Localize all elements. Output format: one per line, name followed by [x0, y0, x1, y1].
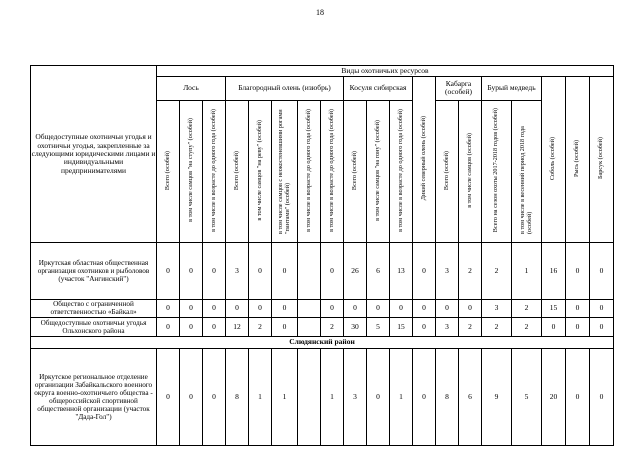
row-header-label: Общедоступные охотничьи угодья и охотничьи угодья, закрепленные за следующими юридическими лицами и индивидуальными предпринимателями	[31, 66, 157, 243]
row-label: Иркутская областная общественная организация охотников и рыболовов (участок "Ангинский")	[31, 243, 157, 299]
value-cell: 0	[203, 348, 226, 445]
value-cell: 3	[436, 318, 459, 337]
value-cell: 8	[226, 348, 249, 445]
value-cell: 5	[512, 348, 542, 445]
group-header-label: Рысь (особей)	[573, 139, 581, 177]
value-cell: 1	[390, 348, 413, 445]
subheader-cell	[180, 100, 203, 243]
subheader-cell	[203, 100, 226, 243]
value-cell: 15	[542, 299, 566, 318]
value-cell: 0	[249, 299, 272, 318]
value-cell: 0	[566, 299, 590, 318]
value-cell: 30	[344, 318, 367, 337]
row-label: Иркутское региональное отделение организации Забайкальского военного округа военно-охотничьего общества - общероссийской спортивной общественной организации (участок "Дада-Гол")	[31, 348, 157, 445]
group-header: Косуля сибирская	[344, 76, 413, 100]
value-cell: 0	[272, 299, 298, 318]
subheader-label: в том числе в возрасте до одного года (особей)	[209, 108, 217, 232]
value-cell	[298, 299, 321, 318]
subheader-label: Всего (особей)	[232, 150, 240, 190]
value-cell: 0	[413, 348, 436, 445]
group-header	[590, 76, 614, 243]
value-cell	[298, 318, 321, 337]
value-cell: 15	[390, 318, 413, 337]
value-cell: 0	[321, 243, 344, 299]
subheader-cell	[482, 100, 512, 243]
subheader-label: в том числе в возрасте до одного года (особей)	[396, 108, 404, 232]
value-cell: 0	[203, 299, 226, 318]
subheader-label: Всего (особей)	[442, 150, 450, 190]
value-cell: 2	[482, 318, 512, 337]
value-cell: 2	[459, 318, 482, 337]
subheader-label: Всего на сезон охоты 2017-2018 годов (особей)	[492, 107, 500, 233]
value-cell: 0	[157, 243, 180, 299]
value-cell: 20	[542, 348, 566, 445]
value-cell: 0	[157, 318, 180, 337]
value-cell: 0	[157, 348, 180, 445]
value-cell: 2	[482, 243, 512, 299]
table-row	[31, 243, 614, 299]
value-cell: 2	[512, 299, 542, 318]
value-cell: 5	[367, 318, 390, 337]
value-cell: 0	[566, 318, 590, 337]
group-header: Благородный олень (изюбрь)	[226, 76, 344, 100]
value-cell: 0	[590, 348, 614, 445]
value-cell: 3	[482, 299, 512, 318]
group-header-label: Дикий северный олень (особей)	[419, 116, 427, 201]
subheader-label: в том числе в весенний период 2018 года (особей)	[518, 126, 533, 235]
value-cell: 1	[272, 348, 298, 445]
value-cell: 3	[344, 348, 367, 445]
value-cell: 0	[249, 243, 272, 299]
subheader-label: Всего (особей)	[350, 150, 358, 190]
value-cell: 0	[413, 243, 436, 299]
value-cell: 0	[180, 299, 203, 318]
group-header	[542, 76, 566, 243]
section-row	[31, 336, 614, 348]
value-cell: 0	[344, 299, 367, 318]
group-header	[413, 76, 436, 243]
value-cell: 0	[180, 348, 203, 445]
value-cell: 0	[436, 299, 459, 318]
value-cell	[298, 348, 321, 445]
table-row	[31, 299, 614, 318]
value-cell: 0	[367, 348, 390, 445]
subheader-cell	[226, 100, 249, 243]
value-cell: 1	[321, 348, 344, 445]
value-cell	[298, 243, 321, 299]
group-header-label: Соболь (особей)	[549, 136, 557, 180]
group-header: Лось	[157, 76, 226, 100]
row-label: Общедоступные охотничьи угодья Ольхонского района	[31, 318, 157, 337]
value-cell: 0	[413, 299, 436, 318]
subheader-label: в том числе в возрасте до одного года (особей)	[327, 108, 335, 232]
value-cell: 8	[436, 348, 459, 445]
subheader-cell	[436, 100, 459, 243]
value-cell: 0	[590, 243, 614, 299]
value-cell: 0	[413, 318, 436, 337]
subheader-cell	[249, 100, 272, 243]
subheader-label: в том числе самцов с неокостеневшими рогами "пантами" (особей)	[276, 109, 291, 235]
value-cell: 0	[272, 243, 298, 299]
value-cell: 26	[344, 243, 367, 299]
subheader-cell	[367, 100, 390, 243]
subheader-cell	[272, 100, 298, 243]
subheader-cell	[157, 100, 180, 243]
value-cell: 2	[249, 318, 272, 337]
subheader-cell	[512, 100, 542, 243]
value-cell: 13	[390, 243, 413, 299]
value-cell: 0	[590, 299, 614, 318]
value-cell: 0	[157, 299, 180, 318]
value-cell: 3	[226, 243, 249, 299]
value-cell: 0	[390, 299, 413, 318]
value-cell: 0	[180, 318, 203, 337]
value-cell: 2	[459, 243, 482, 299]
subheader-cell	[344, 100, 367, 243]
row-label: Общество с ограниченной ответственностью «Байкал»	[31, 299, 157, 318]
value-cell: 3	[436, 243, 459, 299]
subheader-cell	[321, 100, 344, 243]
subheader-cell	[459, 100, 482, 243]
value-cell: 0	[272, 318, 298, 337]
table-row	[31, 348, 614, 445]
subheader-cell	[298, 100, 321, 243]
subheader-label: в том числе в возрасте до одного года (особей)	[304, 108, 312, 232]
value-cell: 6	[367, 243, 390, 299]
subheader-label: в том числе самцов "на гону" (особей)	[373, 119, 381, 221]
subheader-label: в том числе самцов "на реву" (особей)	[255, 119, 263, 221]
page-number: 18	[316, 8, 324, 17]
value-cell: 0	[203, 318, 226, 337]
value-cell: 12	[226, 318, 249, 337]
value-cell: 0	[542, 318, 566, 337]
value-cell: 0	[566, 348, 590, 445]
value-cell: 9	[482, 348, 512, 445]
value-cell: 0	[180, 243, 203, 299]
value-cell: 16	[542, 243, 566, 299]
subheader-label: Всего (особей)	[163, 150, 171, 190]
table-row	[31, 318, 614, 337]
group-header: Бурый медведь	[482, 76, 542, 100]
subheader-label: в том числе самцов "на ступу" (особей)	[186, 118, 194, 222]
group-header: Кабарга (особей)	[436, 76, 482, 100]
value-cell: 2	[512, 318, 542, 337]
group-header	[566, 76, 590, 243]
hunting-resources-table	[30, 65, 614, 446]
value-cell: 0	[566, 243, 590, 299]
value-cell: 0	[226, 299, 249, 318]
value-cell: 2	[321, 318, 344, 337]
resources-title: Виды охотничьих ресурсов	[157, 66, 614, 77]
value-cell: 0	[459, 299, 482, 318]
subheader-cell	[390, 100, 413, 243]
subheader-label: в том числе самцов (особей)	[465, 132, 473, 208]
value-cell: 0	[590, 318, 614, 337]
value-cell: 1	[249, 348, 272, 445]
value-cell: 0	[203, 243, 226, 299]
group-header-label: Барсук (особей)	[597, 137, 605, 180]
section-title: Слюдянский район	[31, 336, 614, 348]
value-cell: 0	[321, 299, 344, 318]
value-cell: 6	[459, 348, 482, 445]
value-cell: 0	[367, 299, 390, 318]
value-cell: 1	[512, 243, 542, 299]
